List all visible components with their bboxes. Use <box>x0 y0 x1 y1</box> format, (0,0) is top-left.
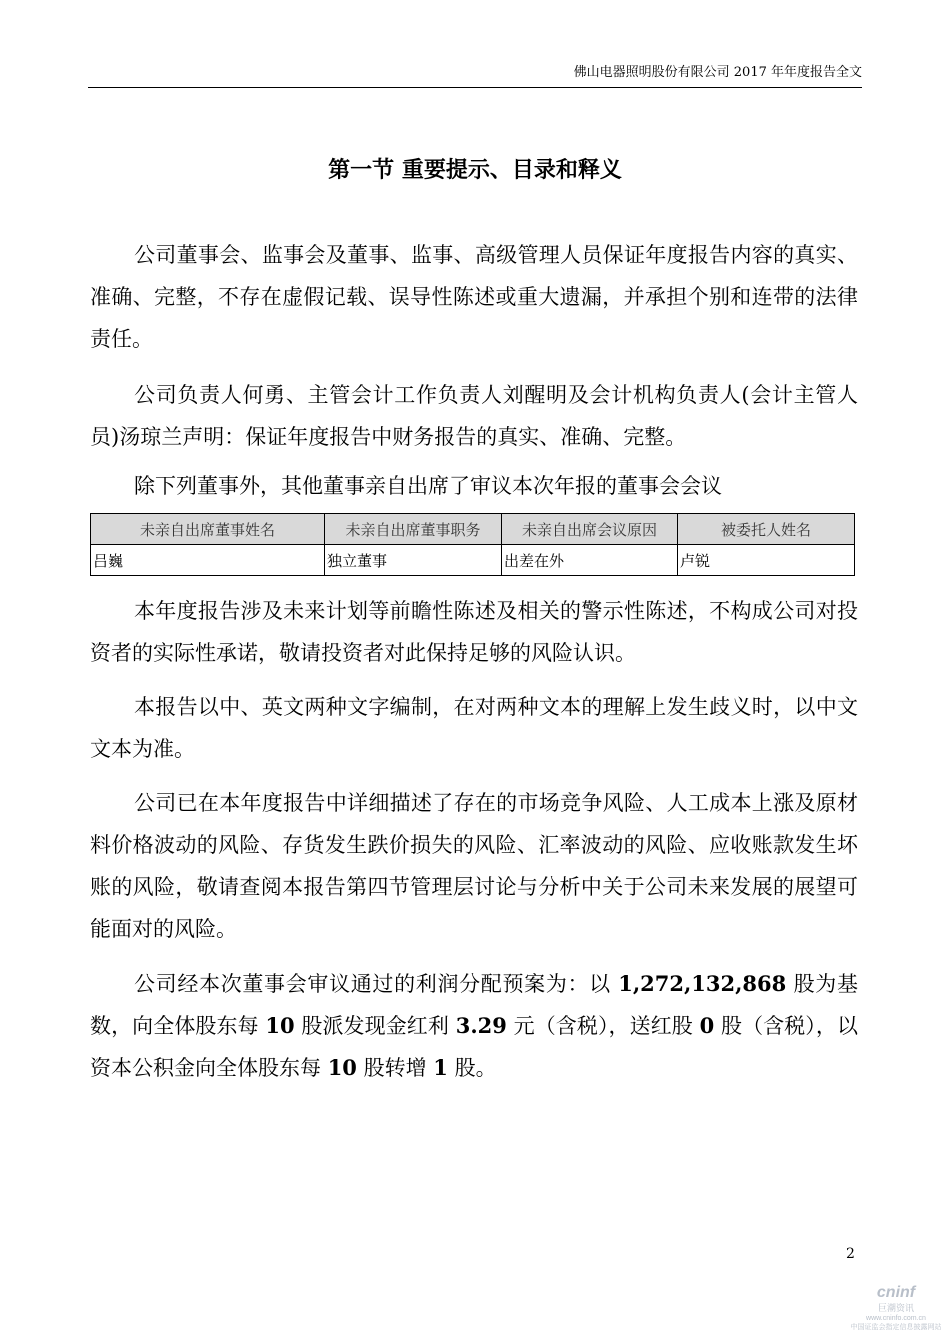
table-cell: 出差在外 <box>502 545 678 576</box>
page-header: 佛山电器照明股份有限公司 2017 年年度报告全文 <box>573 65 862 80</box>
table-header-cell: 未亲自出席会议原因 <box>502 514 678 545</box>
table-header-row <box>91 514 855 545</box>
paragraph-language: 本报告以中、英文两种文字编制，在对两种文本的理解上发生歧义时，以中文文本为准。 <box>90 695 858 761</box>
table-cell: 独立董事 <box>325 545 502 576</box>
page-number: 2 <box>846 1246 855 1262</box>
paragraph-responsible-persons: 公司负责人何勇、主管会计工作负责人刘醒明及会计机构负责人(会计主管人员)汤琼兰声明：保证年度报告中财务报告的真实、准确、完整。 <box>90 383 858 449</box>
paragraph-absent-directors: 除下列董事外，其他董事亲自出席了审议本次年报的董事会会议 <box>134 474 722 498</box>
section-title: 第一节 重要提示、目录和释义 <box>328 157 622 183</box>
paragraph-dividend-plan: 公司经本次董事会审议通过的利润分配预案为：以 1,272,132,868 股为基数，向全体股东每 10 股派发现金红利 3.29 元（含税），送红股 0 股（含税），以资本公积金向全体股东每 10 股转增 1 股。 <box>90 971 858 1080</box>
cash-dividend-value: 3.29 <box>455 1013 507 1038</box>
bonus-shares-value: 0 <box>699 1013 715 1038</box>
table-header-cell: 未亲自出席董事姓名 <box>91 514 325 545</box>
paragraph-risks: 公司已在本年度报告中详细描述了存在的市场竞争风险、人工成本上涨及原材料价格波动的风险、存货发生跌价损失的风险、汇率波动的风险、应收账款发生坏账的风险，敬请查阅本报告第四节管理层讨论与分析中关于公司未来发展的展望可能面对的风险。 <box>90 791 858 941</box>
per-shares-value: 10 <box>327 1055 357 1080</box>
paragraph-board-guarantee: 公司董事会、监事会及董事、监事、高级管理人员保证年度报告内容的真实、准确、完整，不存在虚假记载、误导性陈述或重大遗漏，并承担个别和连带的法律责任。 <box>90 243 858 351</box>
share-base-value: 1,272,132,868 <box>618 971 787 996</box>
table-row <box>91 545 855 576</box>
logo-text: cninf <box>876 1284 916 1301</box>
table-cell: 卢锐 <box>678 545 855 576</box>
paragraph-forward-looking: 本年度报告涉及未来计划等前瞻性陈述及相关的警示性陈述，不构成公司对投资者的实际性承诺，敬请投资者对此保持足够的风险认识。 <box>90 599 858 665</box>
logo-tagline: 中国证监会指定信息披露网站 <box>850 1324 942 1331</box>
logo-url: www.cninfo.com.cn <box>866 1315 926 1322</box>
absent-directors-table <box>90 513 855 576</box>
table-header-cell: 被委托人姓名 <box>678 514 855 545</box>
header-rule <box>88 87 862 88</box>
logo-subtitle: 巨潮资讯 <box>877 1303 914 1313</box>
table-header-cell: 未亲自出席董事职务 <box>325 514 502 545</box>
cninfo-logo <box>848 1284 944 1338</box>
table-cell: 吕巍 <box>91 545 325 576</box>
conversion-shares-value: 1 <box>433 1055 448 1080</box>
per-shares-value: 10 <box>265 1013 295 1038</box>
